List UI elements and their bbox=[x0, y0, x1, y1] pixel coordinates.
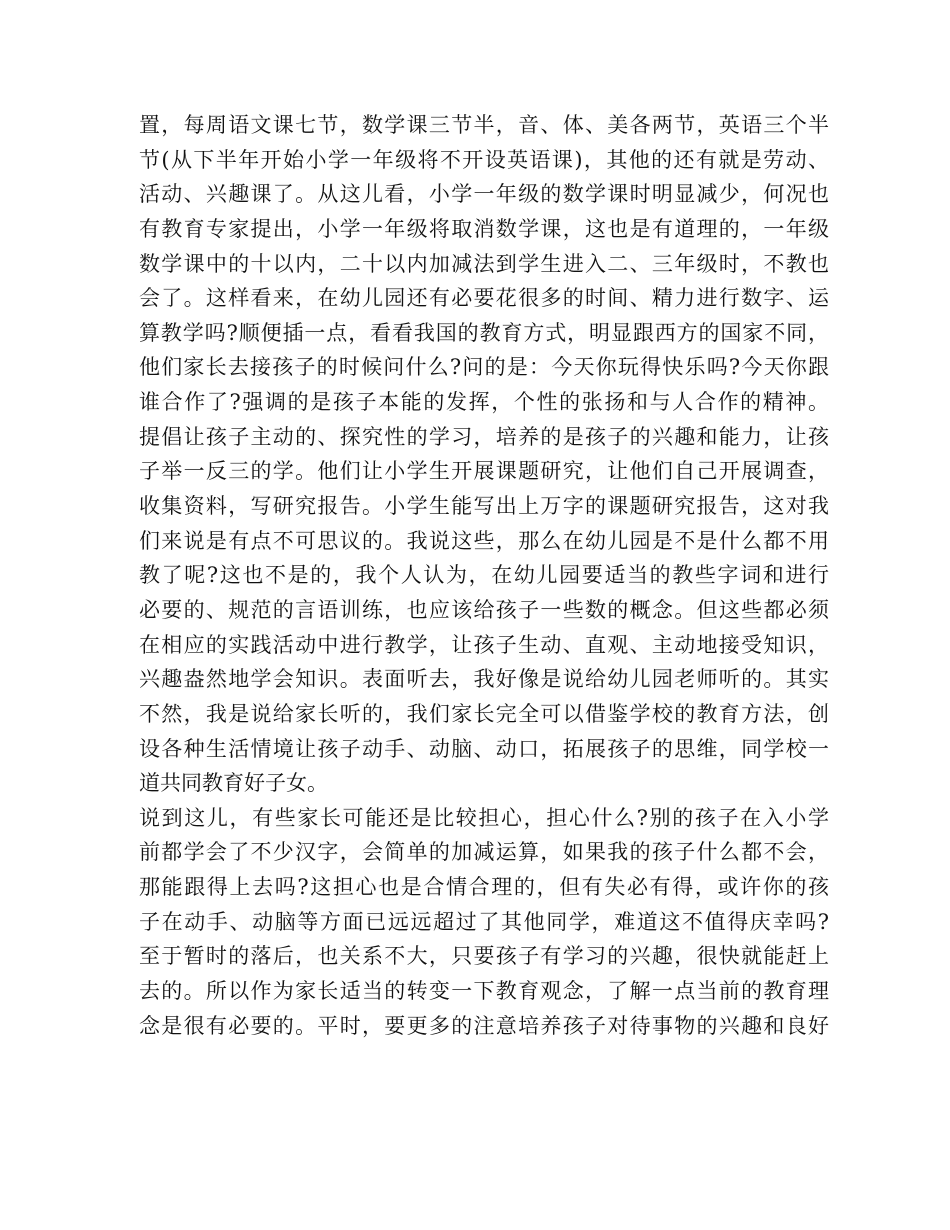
text-line: 收集资料，写研究报告。小学生能写出上万字的课题研究报告，这对我 bbox=[139, 494, 829, 519]
text-line: 不然，我是说给家长听的，我们家长完全可以借鉴学校的教育方法，创 bbox=[139, 701, 829, 726]
text-line: 至于暂时的落后，也关系不大，只要孩子有学习的兴趣，很快就能赶上 bbox=[139, 944, 829, 969]
text-line: 教了呢?这也不是的，我个人认为，在幼儿园要适当的教些字词和进行 bbox=[139, 563, 829, 588]
text-line: 设各种生活情境让孩子动手、动脑、动口，拓展孩子的思维，同学校一 bbox=[139, 736, 829, 761]
text-line: 数学课中的十以内，二十以内加减法到学生进入二、三年级时，不教也 bbox=[139, 251, 829, 276]
text-line: 们来说是有点不可思议的。我说这些，那么在幼儿园是不是什么都不用 bbox=[139, 528, 829, 553]
text-line: 那能跟得上去吗?这担心也是合情合理的，但有失必有得，或许你的孩 bbox=[139, 875, 829, 900]
text-line: 算教学吗?顺便插一点，看看我国的教育方式，明显跟西方的国家不同， bbox=[139, 320, 829, 345]
body-text bbox=[139, 108, 829, 1043]
text-line: 提倡让孩子主动的、探究性的学习，培养的是孩子的兴趣和能力，让孩 bbox=[139, 424, 829, 449]
text-line: 置，每周语文课七节，数学课三节半，音、体、美各两节，英语三个半 bbox=[139, 113, 829, 137]
text-line: 节(从下半年开始小学一年级将不开设英语课)，其他的还有就是劳动、 bbox=[139, 147, 829, 172]
text-line: 去的。所以作为家长适当的转变一下教育观念，了解一点当前的教育理 bbox=[139, 979, 829, 1004]
text-line: 活动、兴趣课了。从这儿看，小学一年级的数学课时明显减少，何况也 bbox=[139, 182, 829, 207]
text-line: 道共同教育好子女。 bbox=[139, 771, 328, 796]
text-line: 子在动手、动脑等方面已远远超过了其他同学，难道这不值得庆幸吗? bbox=[139, 909, 829, 934]
text-line: 子举一反三的学。他们让小学生开展课题研究，让他们自己开展调查， bbox=[139, 459, 829, 484]
text-line: 在相应的实践活动中进行教学，让孩子生动、直观、主动地接受知识， bbox=[139, 632, 829, 657]
text-line: 他们家长去接孩子的时候问什么?问的是：今天你玩得快乐吗?今天你跟 bbox=[139, 355, 829, 380]
text-line: 前都学会了不少汉字，会简单的加减运算，如果我的孩子什么都不会， bbox=[139, 840, 829, 865]
text-line: 有教育专家提出，小学一年级将取消数学课，这也是有道理的，一年级 bbox=[139, 216, 829, 241]
text-line: 会了。这样看来，在幼儿园还有必要花很多的时间、精力进行数字、运 bbox=[139, 286, 829, 311]
text-line: 说到这儿，有些家长可能还是比较担心，担心什么?别的孩子在入小学 bbox=[139, 805, 829, 830]
text-line: 必要的、规范的言语训练，也应该给孩子一些数的概念。但这些都必须 bbox=[139, 597, 829, 622]
text-line: 念是很有必要的。平时，要更多的注意培养孩子对待事物的兴趣和良好 bbox=[139, 1013, 829, 1038]
text-line: 兴趣盎然地学会知识。表面听去，我好像是说给幼儿园老师听的。其实 bbox=[139, 667, 829, 692]
text-line: 谁合作了?强调的是孩子本能的发挥，个性的张扬和与人合作的精神。 bbox=[139, 390, 829, 415]
